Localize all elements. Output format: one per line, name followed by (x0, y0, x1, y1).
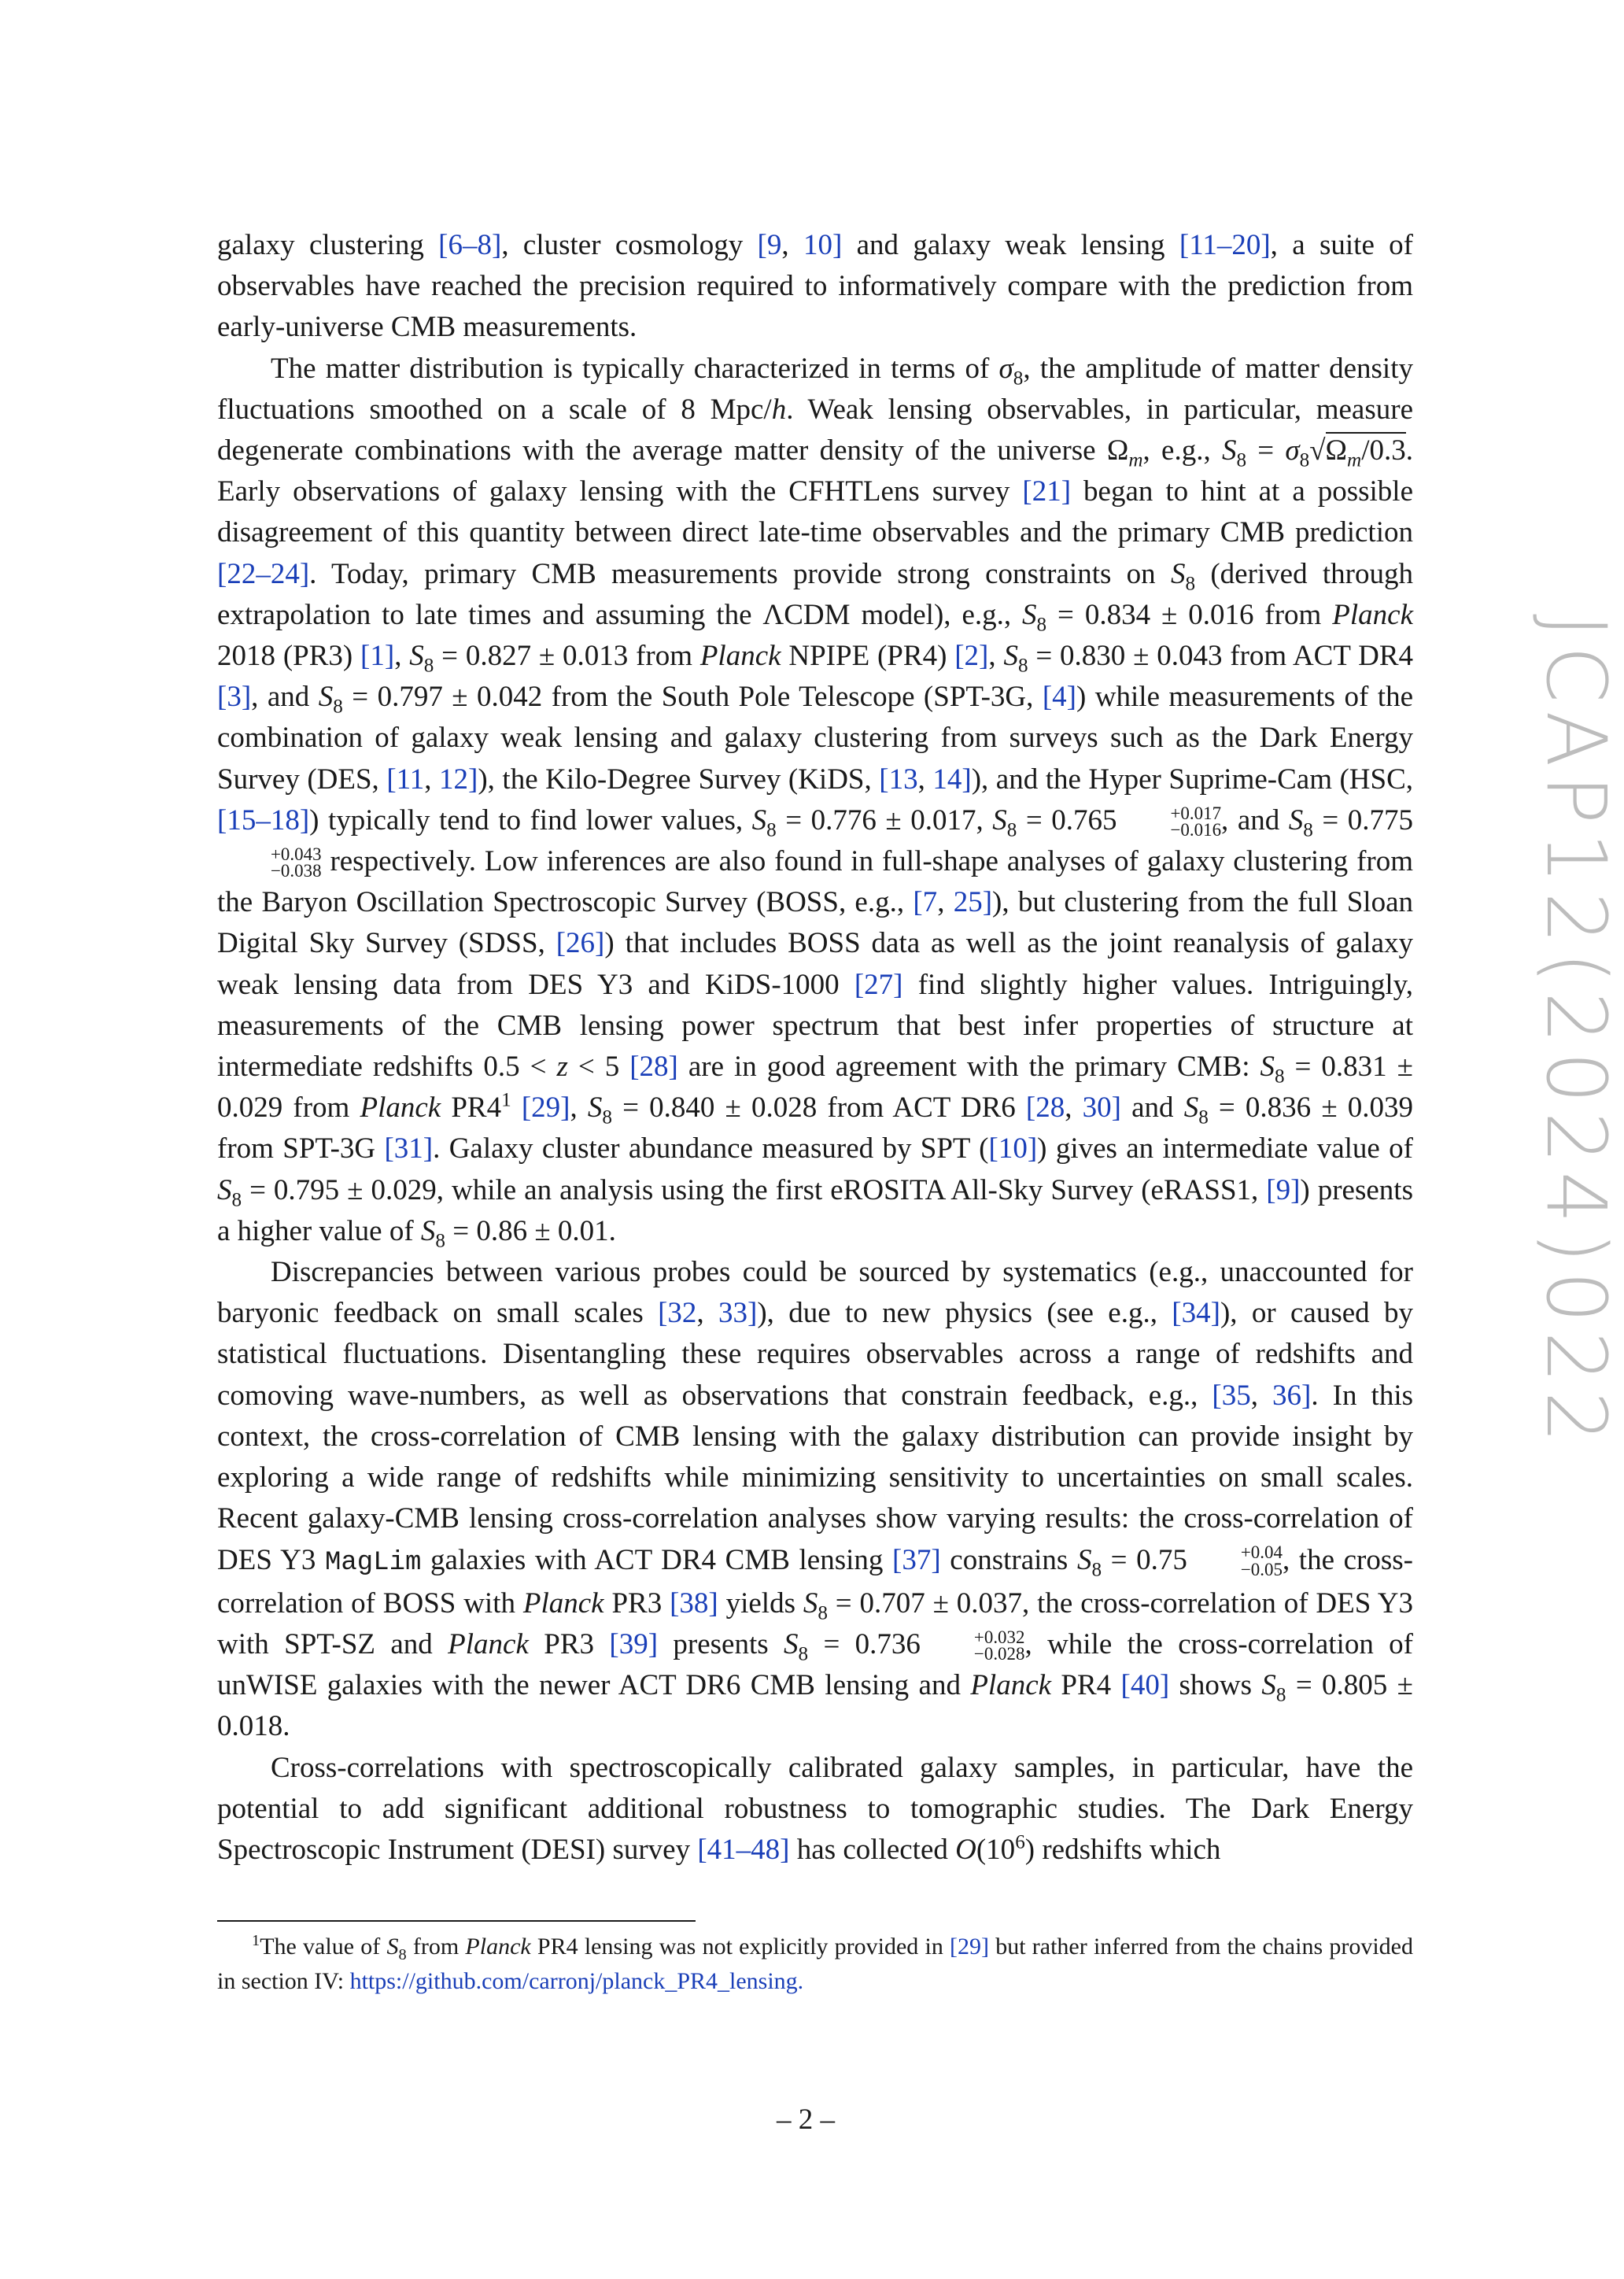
paragraph: galaxy clustering [6–8], cluster cosmology [9, 10] and galaxy weak lensing [11–20], a suite of observables have reached the precision required to informatively compare with the prediction from early-universe CMB measurements. (217, 229, 1414, 344)
citation-link[interactable]: [21] (1022, 475, 1072, 508)
body-text (217, 225, 1413, 1871)
paragraph: The matter distribution is typically characterized in terms of $\sigma_8$, the amplitude of matter density fluctuations smoothed on a scale of 8 Mpc/h. Weak lensing observables, in particular, measure degenerate combinations with the average matter density of the universe $\Omega_m$, e.g., $S_8 = \sigma_8√\Omega_m/0.3$. Early observations of galaxy lensing with the CFHTLens survey [21] began to hint at a possible disagreement of this quantity between direct late-time observables and the primary CMB prediction [22–24]. Today, primary CMB measurements provide strong constraints on $S_8$ (derived through extrapolation to late times and assuming the ΛCDM model), e.g., $S_8 = 0.834 \pm 0.016$ from Planck 2018 (PR3) [1], $S_8 = 0.827 \pm 0.013$ from Planck NPIPE (PR4) [2], $S_8 = 0.830 \pm 0.043$ from ACT DR4 [3], and $S_8 = 0.797 \pm 0.042$ from the South Pole Telescope (SPT-3G, [4]) while measurements of the combination of galaxy weak lensing and galaxy clustering from surveys such as the Dark Energy Survey (DES, [11, 12]), the Kilo-Degree Survey (KiDS, [13, 14]), and the Hyper Suprime-Cam (HSC, [15–18]) typically tend to find lower values, $S_8 = 0.776 \pm 0.017$, $S_8 = 0.765$ +0.017 −0.016 , and $S_8 = 0.775$ +0.043 −0.038 respectively. Low inferences are also found in full-shape analyses of galaxy clustering from the Baryon Oscillation Spectroscopic Survey (BOSS, e.g., [7, 25]), but clustering from the full Sloan Digital Sky Survey (SDSS, [26]) that includes BOSS data as well as the joint reanalysis of galaxy weak lensing data from DES Y3 and KiDS-1000 [27] find slightly higher values. Intriguingly, measurements of the CMB lensing power spectrum that best infer properties of structure at intermediate redshifts 0.5 < z < 5 [28] are in good agreement with the primary CMB: $S_8 = 0.831 \pm 0.029$ from Planck $PR4^1$ [29], $S_8 = 0.840 \pm 0.028$ from ACT DR6 [28, 30] and $S_8 = 0.836 \pm 0.039$ from SPT-3G [31]. Galaxy cluster abundance measured by SPT ([10]) gives an intermediate value of $S_8 = 0.795 \pm 0.029$, while an analysis using the first eROSITA All-Sky Survey (eRASS1, [9]) presents a higher value of $S_8 = 0.86 \pm 0.01$. (217, 352, 1414, 1252)
footnote-url-link[interactable]: https://github.com/carronj/planck_PR4_lensing. (349, 1968, 804, 1994)
citation-link[interactable]: [32 (658, 1297, 697, 1330)
citation-link[interactable]: [13 (879, 763, 918, 796)
citation-link[interactable]: 14] (932, 763, 972, 796)
citation-link[interactable]: [2] (954, 640, 989, 673)
citation-link[interactable]: [31] (384, 1132, 434, 1165)
citation-link[interactable]: [37] (892, 1543, 941, 1576)
citation-link[interactable]: [29] (950, 1934, 990, 1959)
citation-link[interactable]: [35 (1212, 1379, 1251, 1412)
citation-link[interactable]: [28] (629, 1051, 678, 1084)
citation-link[interactable]: [6–8] (438, 229, 502, 261)
citation-link[interactable]: 12] (439, 763, 478, 796)
citation-link[interactable]: 33] (718, 1297, 758, 1330)
citation-link[interactable]: [26] (555, 927, 605, 960)
footnote-marker: 1 (252, 1932, 260, 1949)
citation-link[interactable]: [39] (609, 1627, 659, 1660)
citation-link[interactable]: [9 (757, 229, 782, 261)
citation-link[interactable]: [28 (1025, 1091, 1065, 1125)
page-number: – 2 – (777, 2104, 835, 2136)
citation-link[interactable]: [4] (1042, 681, 1077, 714)
footnote: $^1$The value of $S_8$ from Planck PR4 lensing was not explicitly provided in [29] but rather inferred from the chains provided in section IV: https://github.com/carronj/planck_PR4_lensing. (217, 1932, 1413, 1994)
citation-link[interactable]: [1] (360, 640, 395, 673)
citation-link[interactable]: [3] (217, 681, 252, 714)
paragraph: Cross-correlations with spectroscopically calibrated galaxy samples, in particular, have the potential to add significant additional robustness to tomographic studies. The Dark Energy Spectroscopic Instrument (DESI) survey [41–48] has collected $O(10^6)$ redshifts which (217, 1751, 1413, 1866)
citation-link[interactable]: 10] (803, 229, 843, 261)
journal-stamp: JCAP12(2024)022 (1528, 614, 1624, 1451)
citation-link[interactable]: [11 (386, 763, 425, 796)
citation-link[interactable]: [38] (670, 1586, 718, 1620)
citation-link[interactable]: [41–48] (697, 1833, 790, 1866)
citation-link[interactable]: [10] (988, 1132, 1038, 1165)
citation-link[interactable]: [22–24] (217, 557, 310, 590)
footnote-rule (217, 1920, 696, 1922)
citation-link[interactable]: [15–18] (217, 803, 310, 837)
citation-link[interactable]: 36] (1272, 1379, 1312, 1412)
citation-link[interactable]: [9] (1266, 1173, 1301, 1206)
citation-link[interactable]: [7 (913, 886, 938, 919)
citation-link[interactable]: [27] (854, 968, 903, 1001)
citation-link[interactable]: [34] (1172, 1297, 1220, 1330)
citation-link[interactable]: [11–20] (1179, 229, 1271, 261)
paragraph: Discrepancies between various probes could be sourced by systematics (e.g., unaccounted for baryonic feedback on small scales [32, 33]), due to new physics (see e.g., [34]), or caused by statistical fluctuations. Disentangling these requires observables across a range of redshifts and comoving wave-numbers, as well as observations that constrain feedback, e.g., [35, 36]. In this context, the cross-correlation of CMB lensing with the galaxy distribution can provide insight by exploring a wide range of redshifts while minimizing sensitivity to uncertainties on small scales. Recent galaxy-CMB lensing cross-correlation analyses show varying results: the cross-correlation of DES Y3 MagLim galaxies with ACT DR4 CMB lensing [37] constrains $S_8 = 0.75$ +0.04 −0.05 , the cross-correlation of BOSS with Planck PR3 [38] yields $S_8 = 0.707 \pm 0.037$, the cross-correlation of DES Y3 with SPT-SZ and Planck PR3 [39] presents $S_8 = 0.736$ +0.032 −0.028 , while the cross-correlation of unWISE galaxies with the newer ACT DR6 CMB lensing and Planck PR4 [40] shows $S_8 = 0.805 \pm 0.018$. (217, 1256, 1413, 1743)
citation-link[interactable]: 25] (953, 886, 993, 919)
citation-link[interactable]: [40] (1120, 1669, 1170, 1702)
citation-link[interactable]: 30] (1082, 1091, 1121, 1125)
citation-link[interactable]: [29] (521, 1091, 570, 1125)
